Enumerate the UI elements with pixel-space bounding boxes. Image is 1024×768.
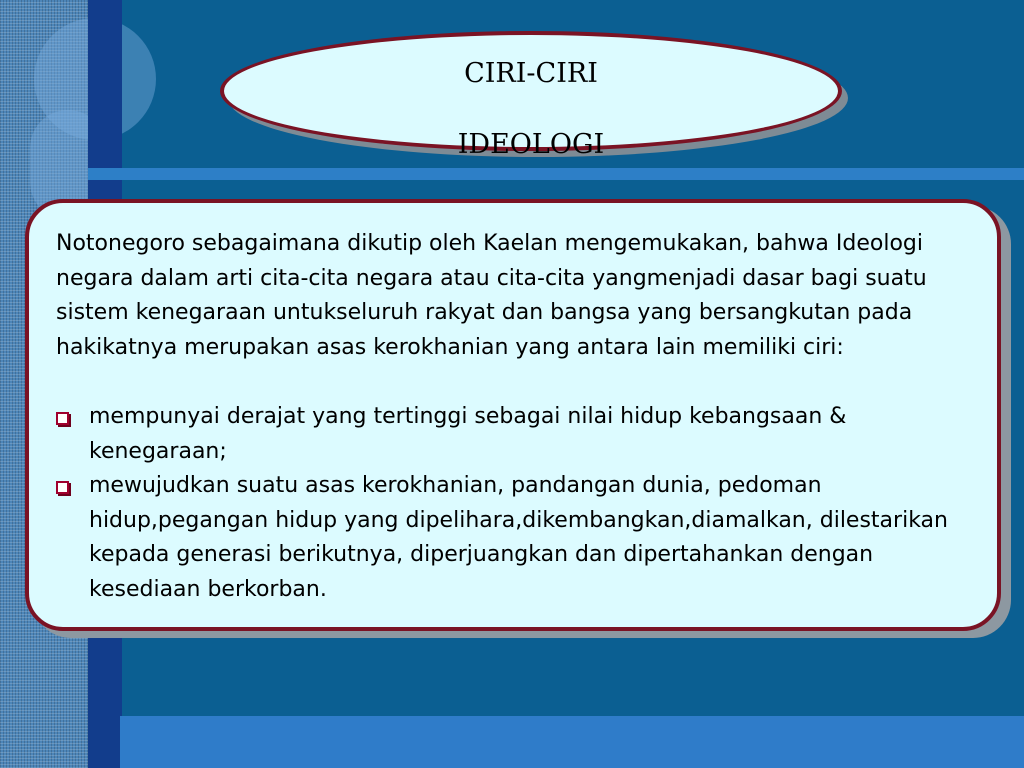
slide-title-line-2: IDEOLOGI (457, 129, 605, 161)
characteristic-item-1 (56, 400, 991, 469)
characteristics-list (56, 400, 991, 607)
slide-title (458, 20, 604, 163)
characteristic-text-1: mempunyai derajat yang tertinggi sebagai nilai hidup kebangsaan & kenegaraan; (89, 404, 847, 464)
slide-title-line-1: CIRI-CIRI (464, 57, 598, 89)
bottom-accent-block (120, 716, 1024, 768)
checkbox-bullet-icon (56, 412, 69, 425)
title-oval (220, 31, 842, 161)
content-box (25, 199, 1001, 631)
intro-paragraph: Notonegoro sebagaimana dikutip oleh Kaelan mengemukakan, bahwa Ideologi negara dalam arti cita-cita negara atau cita-cita yangmenjadi dasar bagi suatu sistem kenegaraan untukseluruh rakyat dan bangsa yang bersangkutan pada hakikatnya merupakan asas kerokhanian yang antara lain memiliki ciri: (56, 231, 927, 360)
characteristic-item-2 (56, 469, 991, 607)
horizontal-accent-stripe (88, 168, 1024, 180)
characteristic-text-2: mewujudkan suatu asas kerokhanian, pandangan dunia, pedoman hidup,pegangan hidup yang dipelihara,dikembangkan,diamalkan, dilestarikan kepada generasi berikutnya, diperjuangkan dan dipertahankan dengan kesediaan berkorban. (89, 473, 948, 602)
checkbox-bullet-icon (56, 481, 69, 494)
